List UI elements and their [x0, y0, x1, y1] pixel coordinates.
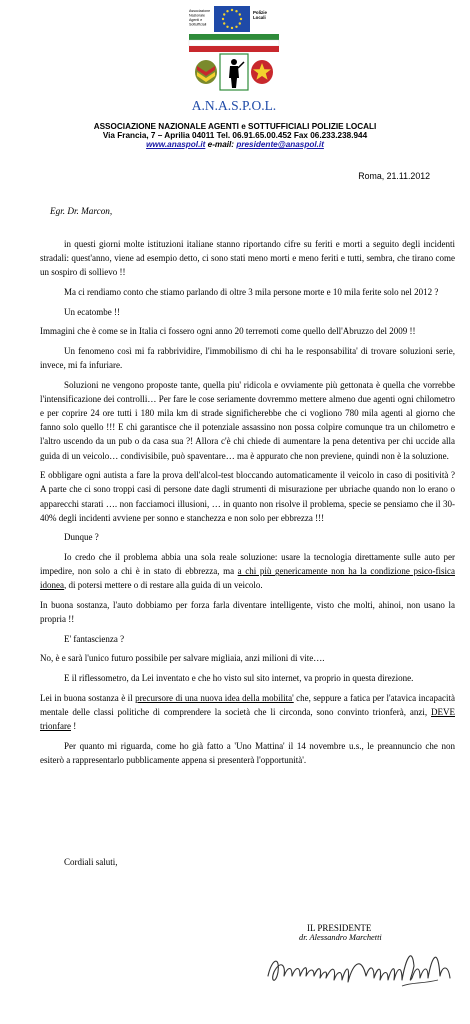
org-name: ASSOCIAZIONE NAZIONALE AGENTI e SOTTUFFICIALI POLIZIE LOCALI	[93, 122, 377, 131]
logo-acronym: A.N.A.S.P.O.L.	[191, 98, 277, 113]
paragraph-text: , di potersi mettere o di restare alla guida di un veicolo.	[64, 580, 263, 591]
paragraph: Dunque ?	[64, 532, 99, 543]
eu-star-icon	[231, 27, 233, 29]
eu-star-icon	[226, 10, 228, 12]
eu-star-icon	[239, 22, 241, 24]
president-title: IL PRESIDENTE	[307, 923, 372, 933]
closing: Cordiali saluti,	[64, 857, 118, 867]
paragraph: E' fantascienza ?	[64, 633, 125, 644]
underlined-text: DEVE trionfare	[40, 706, 455, 731]
eu-star-icon	[240, 18, 242, 20]
website-link[interactable]: www.anaspol.it	[146, 140, 206, 149]
paragraph-underlined	[40, 550, 455, 593]
logo-emblem	[186, 4, 282, 120]
flag-stripe-red	[189, 46, 279, 52]
president-name: dr. Alessandro Marchetti	[299, 933, 382, 942]
flag-stripe-green	[189, 34, 279, 40]
email-link[interactable]: presidente@anaspol.it	[236, 140, 324, 149]
eu-star-icon	[239, 13, 241, 15]
underlined-text: precursore di una nuova idea della mobilita'	[135, 692, 294, 703]
eu-star-icon	[223, 13, 225, 15]
paragraph: No, è e sarà l'unico futuro possibile per salvare migliaia, anzi milioni di vite….	[40, 653, 325, 664]
logo-small-text-3: Agenti e	[189, 18, 203, 22]
salutation: Egr. Dr. Marcon,	[50, 206, 113, 216]
paragraph: Soluzioni ne vengono proposte tante, quella piu' ridicola e ovviamente più gettonata è quella che vorrebbe l'intensificazione dei controlli… Per fare le cose seriamente dovremmo mettere almeno due agenti ogni chilometro e per coprire 24 ore tutti i 180 mila km di strade significherebbe che ci vogliono 780 mila agenti al giorno che fanno solo quello !!! E chi garantisce che il potenziale assassino non possa colpire comunque tra un chilometro e l'altro uscendo da un pub o da casa sua ?! Allora c'è chi chiede di aumentare la pena detentiva per chi uccide alla guida di un veicolo… condivisibile, può spaventare… ma è appurato che non previene, quindi non è la soluzione.	[40, 379, 455, 461]
eu-star-icon	[222, 18, 224, 20]
paragraph: E obbligare ogni autista a fare la prova dell'alcol-test bloccando automaticamente il veicolo in caso di positività ? A parte che ci sono troppi casi di persone date dagli strumenti di misurazione per ubriache quando non lo erano o apparecchi starati …. non facciamoci illusioni, … in quanto non risolve il problema, specie se pensiamo che il 30-40% degli incidenti avviene per sonno e stanchezza e non solo per ebbrezza !!!	[40, 470, 455, 523]
email-label: e-mail:	[207, 140, 235, 149]
letter-date: Roma, 21.11.2012	[358, 171, 430, 181]
officer-silhouette-icon	[220, 54, 248, 90]
paragraph: Un ecatombe !!	[64, 306, 120, 317]
logo-polizie-text: Polizie Locali	[253, 10, 267, 21]
eu-star-icon	[235, 10, 237, 12]
chevron-badge-icon	[195, 60, 217, 84]
eu-star-icon	[223, 22, 225, 24]
logo-small-text-4: Sottufficiali	[189, 22, 207, 27]
paragraph: Ma ci rendiamo conto che stiamo parlando di oltre 3 mila persone morte e 10 mila ferite solo nel 2012 ?	[64, 287, 439, 297]
paragraph: Immagini che è come se in Italia ci fossero ogni anno 20 terremoti come quello dell'Abruzzo del 2009 !!	[40, 326, 416, 337]
flag-stripe-white	[189, 40, 279, 46]
paragraph-underlined	[40, 691, 455, 734]
eu-star-icon	[226, 26, 228, 28]
paragraph: Per quanto mi riguarda, come ho già fatto a 'Uno Mattina' il 14 novembre u.s., le preannuncio che non esiterò a rappresentarlo pubblicamente appena si presenterà l'opportunità'.	[40, 740, 455, 765]
paragraph: in questi giorni molte istituzioni italiane stanno riportando cifre su feriti e morti a seguito degli incidenti stradali: quest'anno, viene ad esempio detto, ci sono stati meno morti e meno feriti e tutti, sembra, che tirano come un sospiro di sollievo !!	[40, 239, 455, 278]
association-logo	[186, 4, 282, 120]
logo-small-text-2: Nazionale	[189, 13, 205, 18]
eu-star-icon	[231, 9, 233, 11]
handwritten-signature	[262, 936, 462, 998]
eu-star-icon	[235, 26, 237, 28]
org-address: Via Francia, 7 – Aprilia 04011 Tel. 06.91.65.00.452 Fax 06.233.238.944	[102, 131, 368, 140]
paragraph: Un fenomeno così mi fa rabbrividire, l'immobilismo di chi ha le responsabilita' di trovare soluzioni serie, invece, mi fa infuriare.	[40, 345, 455, 370]
paragraph-text: !	[70, 720, 77, 731]
underlined-text: a chi più genericamente non ha la condizione psico-fisica idonea	[40, 566, 455, 591]
logo-small-text-1: Associazione	[189, 9, 211, 13]
letter-body	[40, 237, 455, 772]
paragraph-text: che, seppure a fatica per l'atavica incapacità mentale delle classi politiche di comprendere la società che li circonda, sono convinto trionferà, anzi,	[40, 692, 455, 717]
paragraph: E il riflessometro, da Lei inventato e che ho visto sul sito internet, va proprio in questa direzione.	[64, 672, 414, 683]
star-badge-icon	[251, 60, 273, 84]
paragraph: In buona sostanza, l'auto dobbiamo per forza farla diventare intelligente, visto che molti, ahinoi, non usano la propria !!	[40, 599, 455, 625]
paragraph-text: Io credo che il problema abbia una sola reale soluzione: usare la tecnologia direttamente sulle auto per impedire, non solo a chi è in stato di ebbrezza, ma	[40, 551, 455, 577]
org-contacts	[0, 140, 470, 150]
paragraph-text: Lei in buona sostanza è il	[40, 692, 136, 703]
